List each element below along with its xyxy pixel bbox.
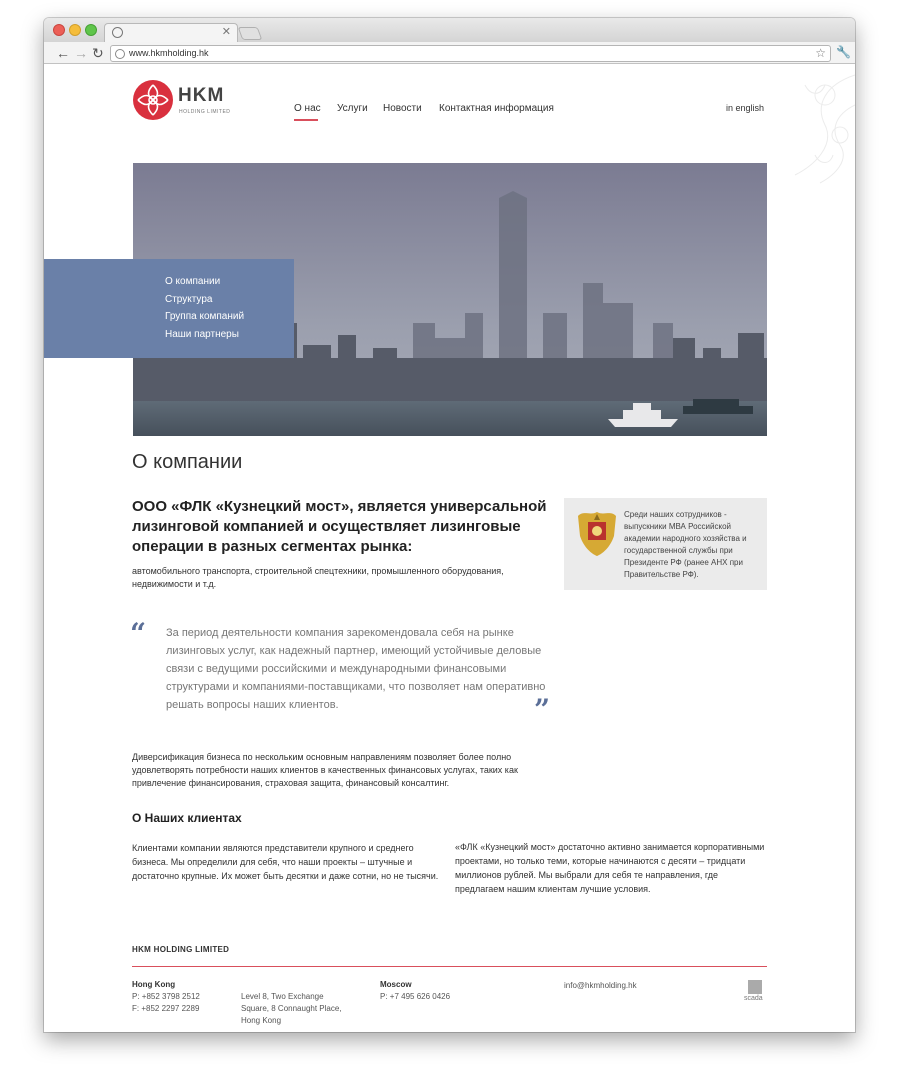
- side-menu: [44, 259, 294, 358]
- reload-icon[interactable]: ↻: [92, 45, 104, 61]
- company-logo[interactable]: [132, 79, 232, 123]
- browser-toolbar: [44, 42, 855, 64]
- mba-description: Среди наших сотрудников - выпускники МВА Российской академии народного хозяйства и государственной службы при Президенте РФ (ранее АНХ при Правительстве РФ).: [624, 510, 747, 579]
- company-quote: За период деятельности компания зарекомендовала себя на рынке лизинговых услуг, как надежный партнер, имеющий устойчивые деловые связи с ведущими российскими и международными финансовыми структурами и компаниями-поставщиками, что позволяет нам оперативно решать вопросы наших клиентов.: [166, 627, 546, 711]
- footer-hk-phone: P: +852 3798 2512: [132, 992, 200, 1001]
- footer-hk-fax: F: +852 2297 2289: [132, 1004, 200, 1013]
- minimize-window-button[interactable]: [69, 24, 81, 36]
- new-tab-button[interactable]: [238, 27, 263, 40]
- open-quote-icon: “: [130, 617, 147, 650]
- nav-item-services[interactable]: Услуги: [337, 103, 368, 114]
- title-bar: [44, 18, 855, 42]
- clients-text-right: «ФЛК «Кузнецкий мост» достаточно активно занимается корпоративными проектами, но только теми, которые начинаются с десяти – тридцати миллионов рублей. Мы выбрали для себя те направления, где предлагаем нашим клиентам лучшие условия.: [455, 842, 765, 894]
- close-tab-icon[interactable]: ✕: [221, 26, 231, 38]
- lead-statement: ООО «ФЛК «Кузнецкий мост», является универсальной лизинговой компанией и осуществляет лизинговые операции в разных сегментах рынка:: [132, 498, 547, 555]
- clients-text-left: Клиентами компании являются представители крупного и среднего бизнеса. Мы определили для себя, что наши проекты – штучные и достаточно крупные. Их может быть десятки и даже сотни, но не тысячи.: [132, 843, 439, 881]
- footer-hk-title: Hong Kong: [132, 980, 176, 989]
- footer-divider: [132, 966, 767, 967]
- nav-item-contacts[interactable]: Контактная информация: [439, 103, 554, 114]
- side-menu-item-partners[interactable]: Наши партнеры: [165, 329, 239, 340]
- footer-moscow-title: Moscow: [380, 980, 412, 989]
- footer-hk-address: Level 8, Two Exchange Square, 8 Connaught Place, Hong Kong: [241, 992, 342, 1025]
- side-menu-item-group[interactable]: Группа компаний: [165, 311, 245, 322]
- nav-item-about[interactable]: О нас: [294, 103, 321, 114]
- hkm-logo-icon: [132, 79, 174, 121]
- diversification-paragraph: Диверсификация бизнеса по нескольким основным направлениям позволяет более полно удовлетворять потребности наших клиентов в качественных финансовых услугах, таких как привлечение финансирования, страховая защита, финансовый консалтинг.: [132, 752, 518, 788]
- lead-subtext: автомобильного транспорта, строительной спецтехники, промышленного оборудования, недвижимости и т.д.: [132, 566, 504, 589]
- clients-heading: О Наших клиентах: [132, 811, 242, 825]
- nav-item-news[interactable]: Новости: [383, 103, 422, 114]
- side-menu-item-structure[interactable]: Структура: [165, 294, 213, 305]
- bookmark-star-icon[interactable]: ☆: [815, 46, 826, 60]
- globe-icon: [115, 49, 125, 59]
- logo-text: HKM: [178, 85, 225, 106]
- page-title: О компании: [132, 451, 243, 473]
- language-switch-link[interactable]: in english: [726, 103, 765, 113]
- back-arrow-icon[interactable]: ←: [56, 45, 70, 61]
- academy-emblem-icon: [574, 506, 620, 558]
- footer-email-link[interactable]: info@hkmholding.hk: [564, 981, 637, 990]
- scada-logo-icon[interactable]: [748, 980, 762, 994]
- url-text[interactable]: www.hkmholding.hk: [129, 48, 209, 58]
- browser-window: [44, 18, 855, 1032]
- forward-arrow-icon[interactable]: →: [74, 45, 88, 61]
- footer-moscow-phone: P: +7 495 626 0426: [380, 992, 451, 1001]
- zoom-window-button[interactable]: [85, 24, 97, 36]
- address-bar[interactable]: [110, 45, 831, 62]
- wrench-icon[interactable]: 🔧: [836, 45, 851, 59]
- close-quote-icon: ”: [534, 693, 551, 726]
- web-page: [44, 65, 855, 1032]
- globe-icon: [112, 27, 123, 38]
- browser-tab[interactable]: [104, 23, 238, 42]
- close-window-button[interactable]: [53, 24, 65, 36]
- scada-credit[interactable]: scada: [744, 995, 763, 1002]
- footer-brand: HKM HOLDING LIMITED: [132, 945, 230, 954]
- logo-subtitle: HOLDING LIMITED: [179, 109, 231, 115]
- mba-info-box: [564, 498, 767, 590]
- side-menu-item-about-company[interactable]: О компании: [165, 276, 221, 287]
- active-nav-underline: [294, 119, 318, 121]
